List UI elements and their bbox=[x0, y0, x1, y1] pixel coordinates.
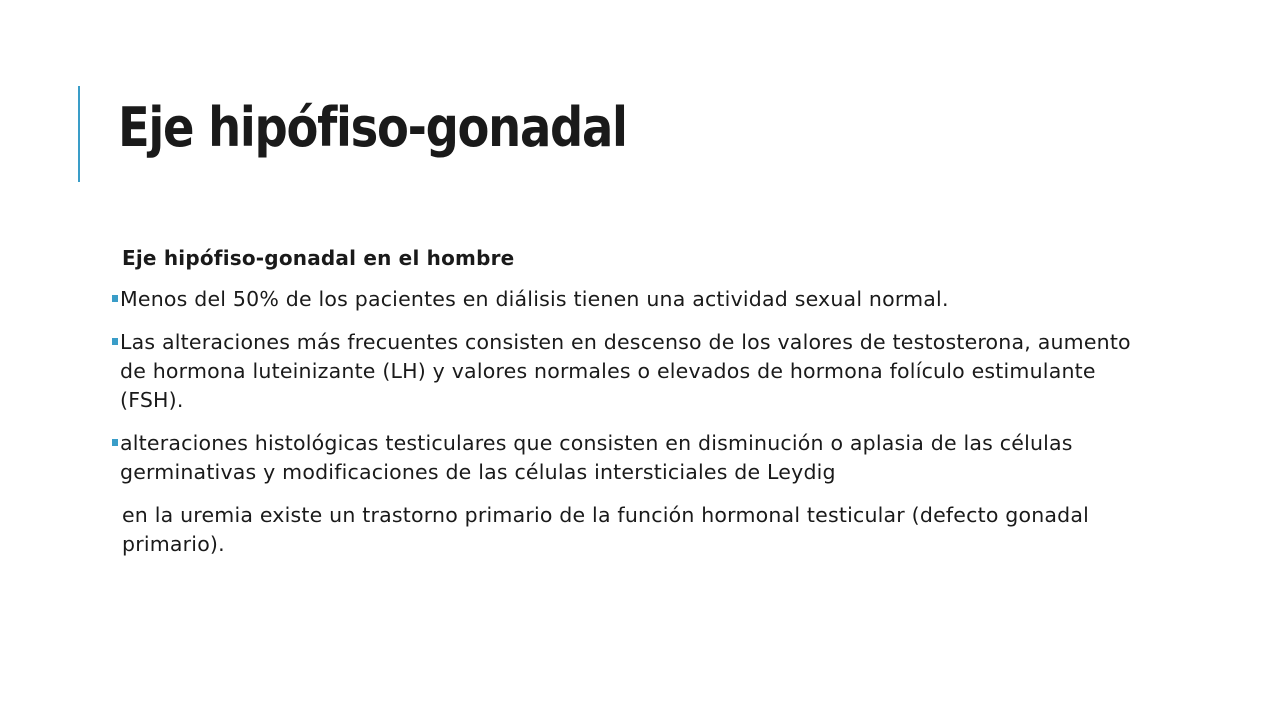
bullet-item bbox=[112, 285, 1152, 314]
bullet-text: alteraciones histológicas testiculares que consisten en disminución o aplasia de las células germinativas y modificaciones de las células intersticiales de Leydig bbox=[120, 431, 1073, 484]
bullet-text: Menos del 50% de los pacientes en diálisis tienen una actividad sexual normal. bbox=[120, 287, 949, 311]
section-subheading: Eje hipófiso-gonadal en el hombre bbox=[122, 246, 515, 270]
bullet-item bbox=[112, 328, 1152, 415]
closing-paragraph: en la uremia existe un trastorno primario de la función hormonal testicular (defecto gonadal primario). bbox=[122, 503, 1090, 556]
bullet-item bbox=[112, 429, 1152, 487]
slide-content bbox=[112, 244, 1152, 559]
square-bullet-icon bbox=[112, 338, 118, 345]
square-bullet-icon bbox=[112, 295, 118, 302]
slide-title: Eje hipófiso-gonadal bbox=[118, 96, 627, 159]
bullet-text: Las alteraciones más frecuentes consisten en descenso de los valores de testosterona, aumento de hormona luteinizante (LH) y valores normales o elevados de hormona folículo estimulante (FSH). bbox=[120, 330, 1131, 412]
title-accent-bar bbox=[78, 86, 80, 182]
square-bullet-icon bbox=[112, 439, 118, 446]
